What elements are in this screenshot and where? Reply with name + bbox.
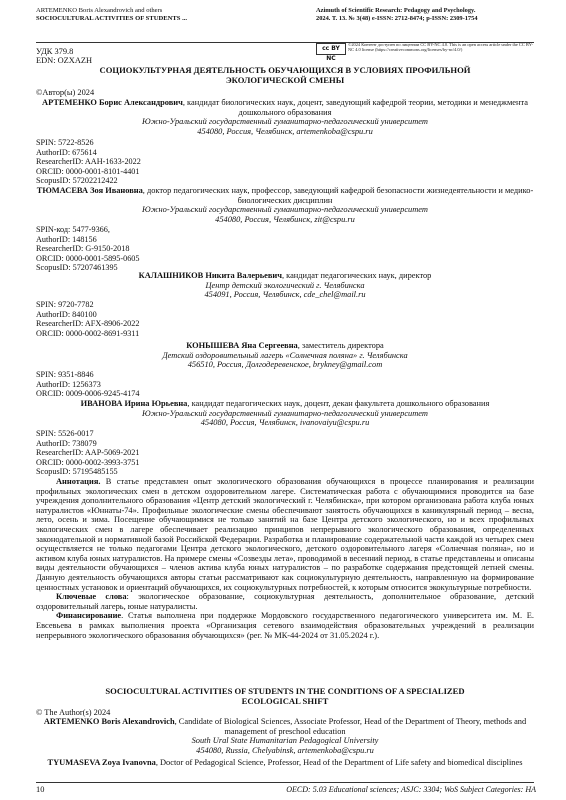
- journal-name: Azimuth of Scientific Research: Pedagogy and Psychology.: [316, 7, 476, 14]
- author-organization: Южно-Уральский государственный гуманитарно-педагогический университет: [142, 117, 428, 126]
- author-identifiers: [36, 370, 139, 399]
- author-identifiers: [36, 429, 139, 477]
- author-id: SPIN: 5722-8526: [36, 138, 94, 147]
- header-authors: ARTEMENKO Boris Alexandrovich and others: [36, 7, 163, 14]
- article-title-en: [36, 686, 534, 706]
- author-id: ResearcherID: AAH-1633-2022: [36, 157, 141, 167]
- abstract-section: [36, 477, 534, 640]
- author-id: ScopusID: 57195485155: [36, 467, 118, 477]
- author-id: ResearcherID: AAP-5069-2021: [36, 448, 140, 458]
- funding: [36, 611, 534, 640]
- author-position: , доктор педагогических наук, профессор, заведующий кафедрой безопасности жизнедеятельности и медико-биологических дисциплин: [142, 186, 534, 205]
- author-name: КОНЫШЕВА Яна Сергеевна: [186, 341, 298, 350]
- author-id: SPIN: 5526-0017: [36, 429, 94, 438]
- author-identifiers: [36, 300, 139, 338]
- author-address: 454091, Россия, Челябинск, cde_chel@mail.ru: [204, 290, 366, 299]
- author-id: SPIN: 9351-8846: [36, 370, 94, 379]
- running-header-left: [36, 7, 187, 23]
- funding-label: Финансирование: [56, 611, 122, 621]
- author-block-en: [36, 758, 534, 768]
- author-id: ResearcherID: G-9150-2018: [36, 244, 130, 254]
- author-id: ScopusID: 57207461395: [36, 263, 118, 273]
- author-address: 456510, Россия, Долгодеревенское, brykney@gmail.com: [187, 360, 383, 369]
- author-id: AuthorID: 675614: [36, 147, 97, 157]
- author-id: AuthorID: 738079: [36, 438, 97, 448]
- edn: EDN: OZXAZH: [36, 56, 93, 65]
- abstract: [36, 477, 534, 592]
- author-position-en: , Doctor of Pedagogical Science, Professor, Head of the Department of Life safety and biomedical disciplines: [155, 758, 523, 767]
- author-organization: Центр детский экологический г. Челябинска: [205, 280, 365, 290]
- author-block-en: [36, 717, 534, 755]
- author-organization: Южно-Уральский государственный гуманитарно-педагогический университет: [142, 205, 428, 214]
- author-id: ORCID: 0000-0002-3993-3751: [36, 457, 140, 467]
- author-id: ScopusID: 57202212422: [36, 176, 118, 186]
- article-title-en-line1: SOCIOCULTURAL ACTIVITIES OF STUDENTS IN THE CONDITIONS OF A SPECIALIZED: [105, 686, 465, 696]
- author-identifiers: [36, 138, 141, 186]
- author-id: ORCID: 0000-0002-8691-9311: [36, 328, 140, 338]
- author-block: [36, 271, 534, 300]
- author-block: [36, 399, 534, 428]
- author-name: КАЛАШНИКОВ Никита Валерьевич: [138, 271, 282, 280]
- author-name: ТЮМАСЕВА Зоя Ивановна: [36, 186, 143, 195]
- page-number: 10: [36, 785, 45, 794]
- funding-text: . Статья выполнена при поддержке Мордовского государственного педагогического университета им. М. Е. Евсевьева в рамках выполнения проекта «Организация сетевого взаимодействия образовательных учреждений в реализации непрерывного экологического образования обучающихся» (рег. № МК-44-2024 от 31.05.2024 г.).: [36, 611, 534, 640]
- author-name: АРТЕМЕНКО Борис Александрович: [42, 98, 183, 107]
- author-address: 454080, Россия, Челябинск, zit@cspu.ru: [215, 214, 355, 224]
- article-title-ru-line1: СОЦИОКУЛЬТУРНАЯ ДЕЯТЕЛЬНОСТЬ ОБУЧАЮЩИХСЯ В УСЛОВИЯХ ПРОФИЛЬНОЙ: [99, 65, 471, 75]
- running-header-right: [316, 7, 538, 23]
- author-organization-en: South Ural State Humanitarian Pedagogical University: [191, 736, 379, 745]
- abstract-label: Аннотация.: [56, 477, 101, 486]
- classification-codes: OECD: 5.03 Educational sciences; ASJC: 3304; WoS Subject Categories: HA: [286, 785, 536, 794]
- author-position: , кандидат педагогических наук, директор: [281, 271, 432, 280]
- author-id: SPIN: 9720-7782: [36, 300, 94, 309]
- article-title-ru: [36, 65, 534, 85]
- article-title-en-line2: ECOLOGICAL SHIFT: [241, 696, 329, 706]
- keywords-label: Ключевые слова: [56, 592, 127, 602]
- author-id: AuthorID: 148156: [36, 234, 97, 244]
- author-block: [36, 98, 534, 136]
- author-name-en: ARTEMENKO Boris Alexandrovich: [43, 717, 175, 726]
- author-address: 454080, Россия, Челябинск, artemenkoba@cspu.ru: [197, 126, 373, 136]
- author-position: , заместитель директора: [297, 341, 384, 350]
- license-text: ©2024 Контент доступен по лицензии CC BY-NC 4.0. This is an open access article under the CC BY-NC 4.0 license (https://creativecommons.org/licenses/by-nc/4.0/): [348, 42, 533, 52]
- author-position: , кандидат педагогических наук, доцент, декан факультета дошкольного образования: [187, 399, 490, 408]
- cc-license-icon: cc BY NC: [316, 43, 346, 55]
- author-name-en: TYUMASEVA Zoya Ivanovna: [47, 758, 156, 767]
- author-id: ORCID: 0000-0001-8101-4401: [36, 166, 140, 176]
- author-id: ORCID: 0000-0001-5895-0605: [36, 253, 140, 263]
- copyright-ru: ©Автор(ы) 2024: [36, 88, 95, 97]
- keywords: [36, 592, 534, 611]
- author-id: SPIN-код: 5477-9366,: [36, 225, 110, 234]
- keywords-text: : экологическое образование, социокультурная деятельность, дополнительное образование, детский оздоровительный лагерь, юные натуралисты.: [36, 592, 534, 611]
- header-title: SOCIOCULTURAL ACTIVITIES OF STUDENTS ...: [36, 15, 188, 22]
- author-organization: Детский оздоровительный лагерь «Солнечная поляна» г. Челябинска: [162, 350, 408, 360]
- author-name: ИВАНОВА Ирина Юрьевна: [80, 399, 188, 408]
- journal-issue: 2024. T. 13. № 3(48) e-ISSN: 2712-8474; p-ISSN: 2309-1754: [316, 15, 478, 22]
- author-id: AuthorID: 1256373: [36, 379, 101, 389]
- article-title-ru-line2: ЭКОЛОГИЧЕСКОЙ СМЕНЫ: [225, 75, 345, 85]
- author-address: 454080, Россия, Челябинск, ivanovaiyu@cspu.ru: [200, 418, 370, 427]
- author-organization: Южно-Уральский государственный гуманитарно-педагогический университет: [142, 408, 428, 418]
- footer-rule: [36, 782, 534, 783]
- author-block: [36, 341, 534, 370]
- author-id: ORCID: 0009-0006-9245-4174: [36, 389, 140, 399]
- author-id: AuthorID: 840100: [36, 309, 97, 319]
- copyright-en: © The Author(s) 2024: [36, 708, 111, 717]
- author-address-en: 454080, Russia, Chelyabinsk, artemenkoba@cspu.ru: [196, 745, 374, 755]
- author-position: , кандидат биологических наук, доцент, заведующий кафедрой теории, методики и менеджмента дошкольного образования: [182, 98, 528, 117]
- author-position-en: , Candidate of Biological Sciences, Associate Professor, Head of the Department of Theory, methods and management of preschool education: [174, 717, 527, 736]
- udk: УДК 379.8: [36, 47, 74, 56]
- author-identifiers: [36, 225, 139, 273]
- author-id: ResearcherID: AFX-8906-2022: [36, 319, 140, 329]
- author-block: [36, 186, 534, 224]
- abstract-text: В статье представлен опыт экологического образования обучающихся в процессе планирования и реализации профильных экологических смен в детском оздоровительном лагере. Систематическая работа с обучающимися проводится на базе учреждения дополнительного образования «Центр детский экологический г. Челябинска», при котором организована работа клуба юных натуралистов «Юннаты-74». Профильные экологические смены обеспечивают занятость обучающихся в каникулярный период – весна, лето, осень и зима. Посещение обучающимися не только занятий на базе Центра детского экологического, но и всех профильных экологических смен в лагере обеспечивает реализацию принципов непрерывного экологического образования, определенных законодательной и нормативной базой Российской Федерации. Разработка и планирование содержательной части каждой из четырех смен осуществляется не только педагогами Центра детского экологического, детского оздоровительного лагеря «Солнечная поляна», но и активом клуба юных натуралистов. На примере смены «Созвезды лета», проводимой в весенний период, в статье представлены и описаны виды деятельности обучающихся – членов актива клуба юных натуралистов – по разработке содержания предстоящей летней смены. Данную деятельность обучающихся авторы статьи рассматривают как социокультурную деятельность, направленную на формирование ценностных установок и ориентаций обучающихся, их социокультурных потребностей, к которым относится экокультурные потребности.: [36, 477, 534, 592]
